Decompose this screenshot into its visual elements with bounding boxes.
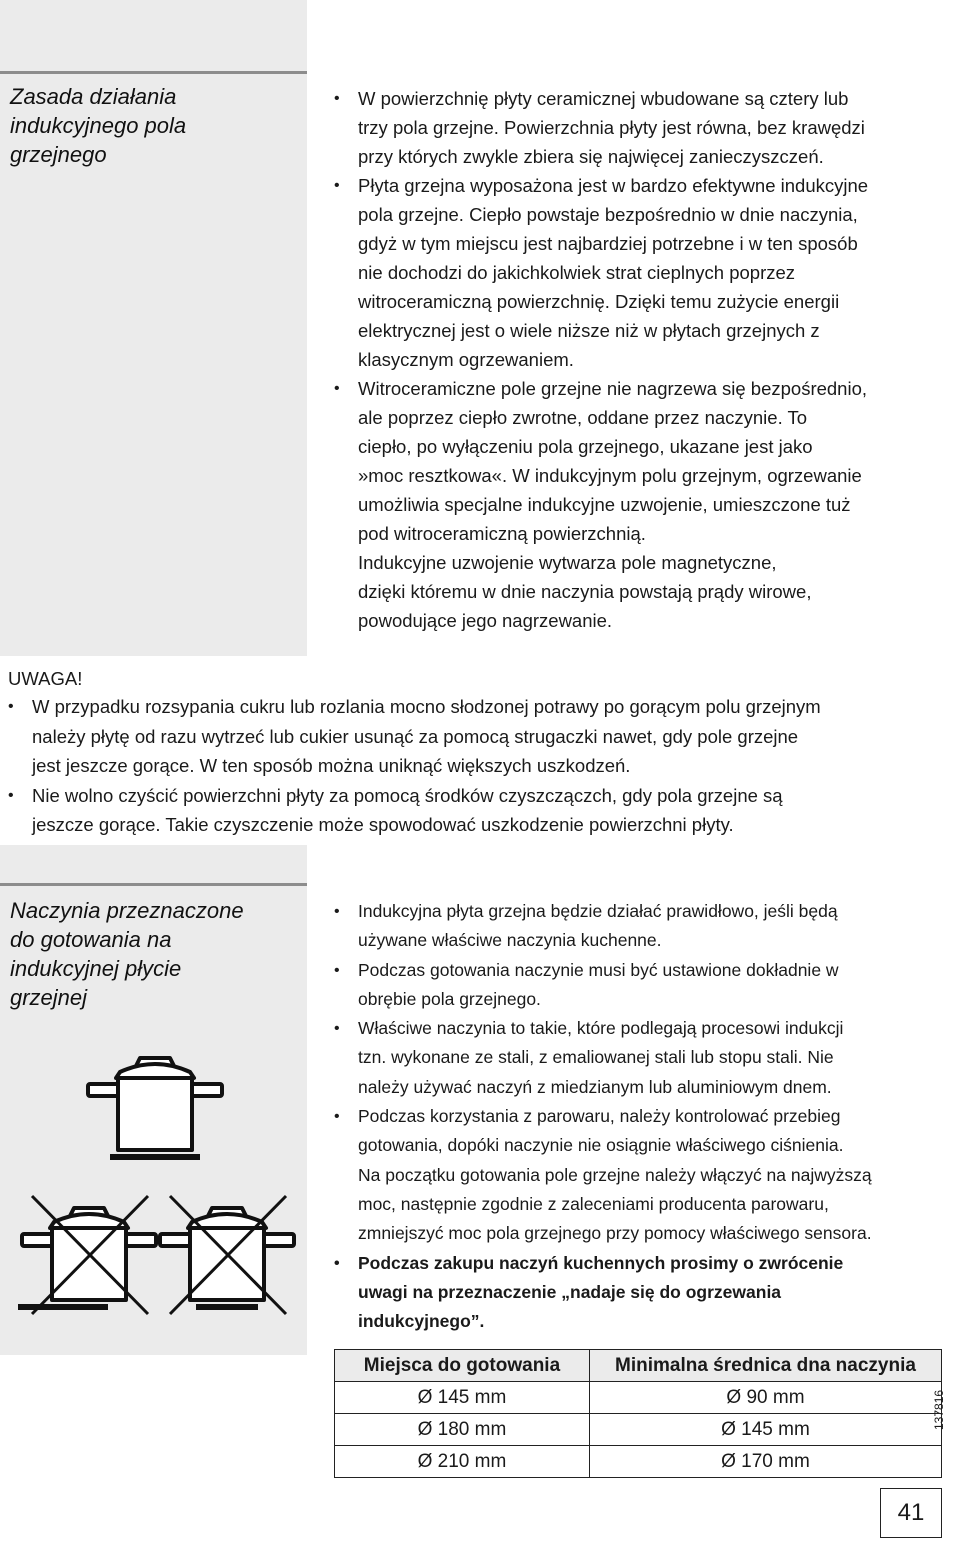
text-line: »moc resztkowa«. W indukcyjnym polu grzejnym, ogrzewanie: [358, 465, 862, 486]
text-line: zmniejszyć moc pola grzejnego przy pomocy właściwego sensora.: [358, 1223, 872, 1244]
text-line: Na początku gotowania pole grzejne należy włączyć na najwyższą: [358, 1164, 872, 1185]
list-item: [334, 374, 868, 635]
wrong-pot-illustration-small: [150, 1190, 300, 1320]
list-item: [334, 171, 868, 374]
text-line: • W przypadku rozsypania cukru lub rozlania mocno słodzonej potrawy po gorącym polu grzejnym: [32, 696, 821, 717]
text-line: • Podczas zakupu naczyń kuchennych prosimy o zwrócenie: [358, 1252, 844, 1273]
text-line: gotowania, dopóki naczynie nie osiągnie właściwego ciśnienia.: [358, 1135, 844, 1156]
list-item: [334, 84, 868, 171]
text-line: jest jeszcze gorące. W ten sposób można uniknąć większych uszkodzeń.: [32, 755, 631, 776]
text-line: • Nie wolno czyścić powierzchni płyty za pomocą środków czyszczączch, gdy pola grzejne są: [32, 784, 783, 806]
table-cell: Ø 90 mm: [589, 1382, 941, 1414]
table-row: [335, 1414, 942, 1446]
text-line: ale poprzez ciepło zwrotne, oddane przez naczynie. To: [358, 407, 808, 428]
list-item: [334, 956, 872, 1015]
list-item: [334, 897, 872, 956]
table-row: [335, 1446, 942, 1478]
text-line: należy używać naczyń z miedzianym lub aluminiowym dnem.: [358, 1076, 832, 1097]
title-line: indukcyjnego pola: [10, 113, 187, 138]
text-line: trzy pola grzejne. Powierzchnia płyty jest równa, bez krawędzi: [358, 117, 865, 138]
section-rule-top: [0, 71, 307, 74]
section-rule-bottom: [0, 883, 307, 886]
text-line: nie dochodzi do jakichkolwiek strat cieplnych poprzez: [358, 262, 796, 283]
title-line: Zasada działania: [10, 84, 177, 109]
text-line: • Płyta grzejna wyposażona jest w bardzo efektywne indukcyjne: [358, 175, 869, 196]
text-line: uwagi na przeznaczenie „nadaje się do ogrzewania: [358, 1281, 782, 1302]
page-number: 41: [880, 1488, 942, 1538]
title-line: do gotowania na: [10, 927, 172, 952]
text-line: ciepło, po wyłączeniu pola grzejnego, ukazane jest jako: [358, 436, 813, 457]
text-line: • Podczas gotowania naczynie musi być ustawione dokładnie w: [358, 959, 839, 980]
text-line: powodujące jego nagrzewanie.: [358, 610, 613, 631]
section-title-induction-principle: [10, 82, 300, 169]
list-item: [334, 1014, 872, 1102]
text-line: dzięki któremu w dnie naczynia powstają prądy wirowe,: [358, 581, 812, 602]
text-line: umożliwia specjalne indukcyjne uzwojenie, umieszczone tuż: [358, 494, 851, 515]
text-line: • Witroceramiczne pole grzejne nie nagrzewa się bezpośrednio,: [358, 378, 868, 399]
text-line: tzn. wykonane ze stali, z emaliowanej stali lub stopu stali. Nie: [358, 1047, 834, 1068]
text-line: elektrycznej jest o wiele niższe niż w płytach grzejnych z: [358, 320, 820, 341]
table-cell: Ø 145 mm: [335, 1382, 590, 1414]
text-line: Indukcyjne uzwojenie wytwarza pole magnetyczne,: [358, 552, 777, 573]
text-line: pod witroceramiczną powierzchnią.: [358, 523, 646, 544]
document-number: 137816: [932, 1389, 946, 1430]
warning-list: [8, 692, 821, 840]
text-line: należy płytę od razu wytrzeć lub cukier usunąć za pomocą strugaczki nawet, gdy pole grzejne: [32, 725, 799, 747]
title-line: Naczynia przeznaczone: [10, 898, 244, 923]
list-item: [334, 1102, 872, 1248]
warning-title: UWAGA!: [8, 668, 83, 689]
column-header: Minimalna średnica dna naczynia: [589, 1350, 941, 1382]
text-line: używane właściwe naczynia kuchenne.: [358, 930, 662, 951]
list-item: [8, 692, 821, 781]
text-line: indukcyjnego”.: [358, 1311, 485, 1332]
table-header-row: [335, 1350, 942, 1382]
diameter-table: [334, 1349, 942, 1478]
text-line: moc, następnie zgodnie z zaleceniami producenta parowaru,: [358, 1193, 829, 1214]
table-cell: Ø 170 mm: [589, 1446, 941, 1478]
text-line: witroceramiczną powierzchnię. Dzięki temu zużycie energii: [358, 291, 840, 312]
text-line: pola grzejne. Ciepło powstaje bezpośrednio w dnie naczynia,: [358, 204, 858, 225]
text-line: przy których zwykle zbiera się najwięcej zanieczyszczeń.: [358, 146, 824, 167]
text-line: obrębie pola grzejnego.: [358, 988, 541, 1009]
list-item-emphasis: [334, 1249, 872, 1337]
text-line: gdyż w tym miejscu jest najbardziej potrzebne i w ten sposób: [358, 233, 858, 254]
cookware-list: [334, 897, 872, 1336]
title-line: grzejnego: [10, 142, 107, 167]
section-title-cookware: [10, 896, 300, 1012]
title-line: indukcyjnej płycie: [10, 956, 182, 981]
text-line: klasycznym ogrzewaniem.: [358, 349, 574, 370]
table-cell: Ø 180 mm: [335, 1414, 590, 1446]
induction-principle-list: [334, 84, 868, 635]
wrong-pot-illustration-offset: [10, 1190, 160, 1320]
table-cell: Ø 210 mm: [335, 1446, 590, 1478]
column-header: Miejsca do gotowania: [335, 1350, 590, 1382]
table-row: [335, 1382, 942, 1414]
correct-pot-illustration: [82, 1040, 232, 1170]
list-item: [8, 781, 821, 840]
text-line: • W powierzchnię płyty ceramicznej wbudowane są cztery lub: [358, 88, 849, 109]
text-line: • Właściwe naczynia to takie, które podlegają procesowi indukcji: [358, 1018, 844, 1039]
title-line: grzejnej: [10, 985, 88, 1010]
text-line: jeszcze gorące. Takie czyszczenie może spowodować uszkodzenie powierzchni płyty.: [32, 814, 734, 835]
text-line: • Podczas korzystania z parowaru, należy kontrolować przebieg: [358, 1106, 841, 1127]
text-line: • Indukcyjna płyta grzejna będzie działać prawidłowo, jeśli będą: [358, 901, 838, 921]
table-cell: Ø 145 mm: [589, 1414, 941, 1446]
